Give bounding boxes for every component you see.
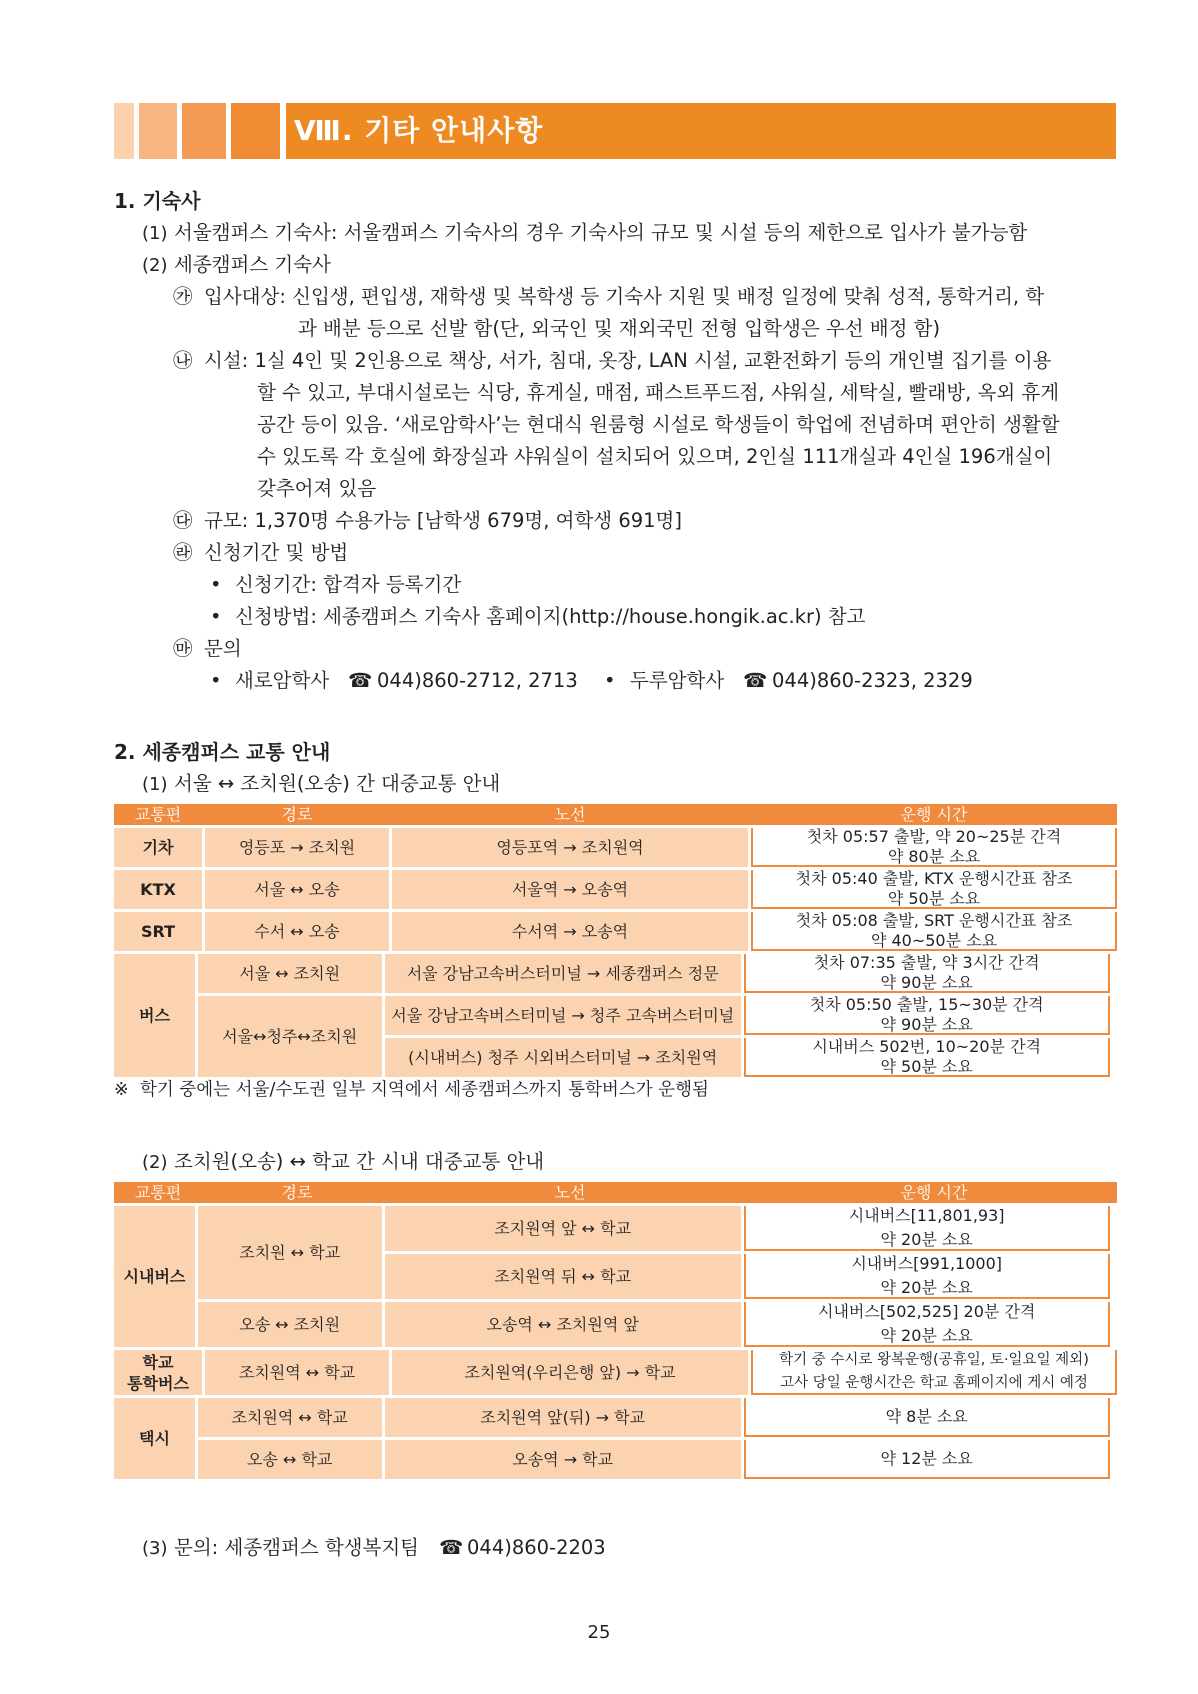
mode-cell bbox=[114, 1350, 202, 1395]
time-line-2: 약 20분 소요 bbox=[880, 1229, 973, 1249]
contact-label: 문의: 세종캠퍼스 학생복지팀 bbox=[174, 1536, 420, 1559]
header-line: 노선 bbox=[392, 804, 748, 825]
table-row bbox=[114, 1350, 1117, 1395]
sub-ra-text: 신청기간 및 방법 bbox=[204, 541, 349, 564]
contact-1-phone: 044)860-2712, 2713 bbox=[377, 669, 578, 692]
time-cell: 약 8분 소요 bbox=[744, 1398, 1110, 1437]
time-line-2: 약 20분 소요 bbox=[880, 1277, 973, 1297]
contact-number: (3) bbox=[142, 1538, 168, 1559]
contact-2-phone: 044)860-2323, 2329 bbox=[772, 669, 973, 692]
time-cell bbox=[751, 1350, 1117, 1395]
time-cell bbox=[744, 996, 1110, 1035]
sub-ra-mark: ㉱ bbox=[173, 541, 193, 564]
route-cell: 서울 ↔ 오송 bbox=[205, 870, 389, 909]
sub-na-line-1: 시설: 1실 4인 및 2인용으로 책상, 서가, 침대, 옷장, LAN 시설, 교환전화기 등의 개인별 집기를 이용 bbox=[204, 349, 1052, 372]
time-line-1: 첫차 05:57 출발, 약 20~25분 간격 bbox=[806, 826, 1062, 846]
sub-na-line-2: 할 수 있고, 부대시설로는 식당, 휴게실, 매점, 패스트푸드점, 샤워실, 세탁실, 빨래방, 옥외 휴게 bbox=[257, 381, 1060, 404]
header-stripe-1 bbox=[114, 103, 134, 159]
taxi-block bbox=[114, 1398, 1117, 1479]
mode-cell: 택시 bbox=[114, 1398, 195, 1479]
sub-ma-text: 문의 bbox=[204, 637, 242, 660]
phone-icon: ☎ bbox=[439, 1536, 464, 1559]
header-route: 경로 bbox=[205, 1182, 389, 1203]
time-cell bbox=[744, 1038, 1110, 1077]
time-cell bbox=[744, 1302, 1110, 1347]
time-cell bbox=[751, 870, 1117, 909]
bullet-icon: • bbox=[210, 573, 222, 596]
transport-table-2 bbox=[114, 1182, 1117, 1479]
apply-period: 신청기간: 합격자 등록기간 bbox=[235, 573, 462, 596]
time-line-2: 약 50분 소요 bbox=[880, 1056, 973, 1076]
table-1-caption-number: (1) bbox=[142, 774, 168, 795]
time-line-1: 첫차 05:08 출발, SRT 운행시간표 참조 bbox=[795, 910, 1073, 930]
time-line-1: 시내버스[991,1000] bbox=[851, 1253, 1002, 1273]
header-time: 운행 시간 bbox=[751, 804, 1117, 825]
time-line-2: 약 20분 소요 bbox=[880, 1325, 973, 1345]
line-cell: 조치원역(우리은행 앞) → 학교 bbox=[392, 1350, 748, 1395]
line-cell: (시내버스) 청주 시외버스터미널 → 조치원역 bbox=[385, 1038, 741, 1077]
line-cell: 서울역 → 오송역 bbox=[392, 870, 748, 909]
time-line-2: 약 80분 소요 bbox=[887, 846, 981, 866]
table-2-caption-number: (2) bbox=[142, 1152, 168, 1173]
sub-ga-mark: ㉮ bbox=[173, 285, 193, 308]
route-cell: 영등포 → 조치원 bbox=[205, 828, 389, 867]
time-cell bbox=[744, 1254, 1110, 1299]
sub-da-text: 규모: 1,370명 수용가능 [남학생 679명, 여학생 691명] bbox=[204, 509, 682, 532]
line-cell: 서울 강남고속버스터미널 → 청주 고속버스터미널 bbox=[385, 996, 741, 1035]
time-line-2: 약 40~50분 소요 bbox=[870, 930, 998, 950]
line-cell: 수서역 → 오송역 bbox=[392, 912, 748, 951]
sub-ga-line-1: 입사대상: 신입생, 편입생, 재학생 및 복학생 등 기숙사 지원 및 배정 일정에 맞춰 성적, 통학거리, 학 bbox=[204, 285, 1045, 308]
mode-cell: KTX bbox=[114, 870, 202, 909]
phone-icon: ☎ bbox=[348, 669, 373, 692]
time-line-2: 약 50분 소요 bbox=[887, 888, 981, 908]
time-line-1: 첫차 07:35 출발, 약 3시간 간격 bbox=[813, 952, 1040, 972]
route-cell: 서울 ↔ 조치원 bbox=[198, 954, 382, 993]
time-cell bbox=[744, 1206, 1110, 1251]
table-row bbox=[114, 870, 1117, 909]
time-cell bbox=[751, 912, 1117, 951]
header-stripe-2 bbox=[139, 103, 177, 159]
transport-table-1 bbox=[114, 804, 1117, 1077]
header-mode: 교통편 bbox=[114, 1182, 202, 1203]
contact-1-name: 새로암학사 bbox=[235, 669, 330, 692]
time-line-1: 시내버스[11,801,93] bbox=[848, 1205, 1005, 1225]
sub-ga-line-2: 과 배분 등으로 선발 함(단, 외국인 및 재외국민 전형 입학생은 우선 배정 함) bbox=[298, 317, 941, 340]
sub-ma-mark: ㉲ bbox=[173, 637, 193, 660]
route-cell: 오송 ↔ 조치원 bbox=[198, 1302, 382, 1347]
contact-phone: 044)860-2203 bbox=[467, 1536, 606, 1559]
shuttle-note: 학기 중에는 서울/수도권 일부 지역에서 세종캠퍼스까지 통학버스가 운행됨 bbox=[140, 1080, 709, 1100]
table-1-caption: 서울 ↔ 조치원(오송) 간 대중교통 안내 bbox=[174, 772, 501, 795]
route-cell: 조치원역 ↔ 학교 bbox=[198, 1398, 382, 1437]
route-cell: 조치원역 ↔ 학교 bbox=[205, 1350, 389, 1395]
route-cell: 서울↔청주↔조치원 bbox=[198, 996, 382, 1077]
sub-na-line-4: 수 있도록 각 호실에 화장실과 샤워실이 설치되어 있으며, 2인실 111개실과 4인실 196개실이 bbox=[257, 445, 1053, 468]
line-cell: 오송역 ↔ 조치원역 앞 bbox=[385, 1302, 741, 1347]
time-line-1: 학기 중 수시로 왕복운행(공휴일, 토·일요일 제외) bbox=[779, 1351, 1089, 1368]
header-stripe-4 bbox=[231, 103, 280, 159]
sub-na-line-3: 공간 등이 있음. ‘새로암학사’는 현대식 원룸형 시설로 학생들이 학업에 전념하며 편안히 생활할 bbox=[257, 413, 1060, 436]
line-cell: 조치원역 뒤 ↔ 학교 bbox=[385, 1254, 741, 1299]
time-line-1: 시내버스[502,525] 20분 간격 bbox=[817, 1301, 1036, 1321]
mode-cell: 버스 bbox=[114, 954, 195, 1077]
line-cell: 조지원역 앞 ↔ 학교 bbox=[385, 1206, 741, 1251]
bullet-icon: • bbox=[210, 669, 222, 692]
time-cell bbox=[744, 954, 1110, 993]
table-row bbox=[114, 828, 1117, 867]
item-1-text: 서울캠퍼스 기숙사: 서울캠퍼스 기숙사의 경우 기숙사의 규모 및 시설 등의 제한으로 입사가 불가능함 bbox=[174, 221, 1028, 244]
time-line-1: 첫차 05:50 출발, 15~30분 간격 bbox=[809, 994, 1044, 1014]
sub-na-mark: ㉯ bbox=[173, 349, 193, 372]
header-stripe-3 bbox=[182, 103, 226, 159]
header-line: 노선 bbox=[392, 1182, 748, 1203]
item-2-number: (2) bbox=[142, 255, 168, 276]
line-cell: 서울 강남고속버스터미널 → 세종캠퍼스 정문 bbox=[385, 954, 741, 993]
header-route: 경로 bbox=[205, 804, 389, 825]
contact-2-name: 두루암학사 bbox=[630, 669, 725, 692]
note-mark: ※ bbox=[114, 1080, 129, 1100]
mode-line-2: 통학버스 bbox=[127, 1373, 189, 1393]
section-2-title: 2. 세종캠퍼스 교통 안내 bbox=[114, 740, 331, 764]
route-cell: 조치원 ↔ 학교 bbox=[198, 1206, 382, 1299]
page-number: 25 bbox=[587, 1622, 611, 1643]
page-title: Ⅷ. 기타 안내사항 bbox=[294, 114, 544, 147]
item-1-number: (1) bbox=[142, 223, 168, 244]
header-mode: 교통편 bbox=[114, 804, 202, 825]
line-cell: 영등포역 → 조치원역 bbox=[392, 828, 748, 867]
time-cell: 약 12분 소요 bbox=[744, 1440, 1110, 1479]
section-1-title: 1. 기숙사 bbox=[114, 189, 201, 213]
bullet-icon: • bbox=[604, 669, 616, 692]
line-cell: 조치원역 앞(뒤) → 학교 bbox=[385, 1398, 741, 1437]
route-cell: 오송 ↔ 학교 bbox=[198, 1440, 382, 1479]
phone-icon: ☎ bbox=[743, 669, 768, 692]
route-cell: 수서 ↔ 오송 bbox=[205, 912, 389, 951]
item-2-text: 세종캠퍼스 기숙사 bbox=[174, 253, 331, 276]
time-line-1: 첫차 05:40 출발, KTX 운행시간표 참조 bbox=[795, 868, 1073, 888]
time-cell bbox=[751, 828, 1117, 867]
sub-da-mark: ㉰ bbox=[173, 509, 193, 532]
sub-na-line-5: 갖추어져 있음 bbox=[257, 477, 377, 500]
time-line-2: 약 90분 소요 bbox=[880, 1014, 973, 1034]
mode-line-1: 학교 bbox=[142, 1352, 174, 1372]
apply-method: 신청방법: 세종캠퍼스 기숙사 홈페이지(http://house.hongik.ac.kr) 참고 bbox=[235, 605, 866, 628]
line-cell: 오송역 → 학교 bbox=[385, 1440, 741, 1479]
bus-block bbox=[114, 954, 1117, 1077]
time-line-1: 시내버스 502번, 10~20분 간격 bbox=[812, 1036, 1041, 1056]
mode-cell: 기차 bbox=[114, 828, 202, 867]
table-row bbox=[114, 912, 1117, 951]
city-bus-block bbox=[114, 1206, 1117, 1347]
mode-cell: SRT bbox=[114, 912, 202, 951]
bullet-icon: • bbox=[210, 605, 222, 628]
mode-cell: 시내버스 bbox=[114, 1206, 195, 1347]
table-2-caption: 조치원(오송) ↔ 학교 간 시내 대중교통 안내 bbox=[174, 1150, 545, 1173]
header-time: 운행 시간 bbox=[751, 1182, 1117, 1203]
time-line-2: 약 90분 소요 bbox=[880, 972, 973, 992]
time-line-2: 고사 당일 운행시간은 학교 홈페이지에 게시 예정 bbox=[780, 1374, 1088, 1391]
